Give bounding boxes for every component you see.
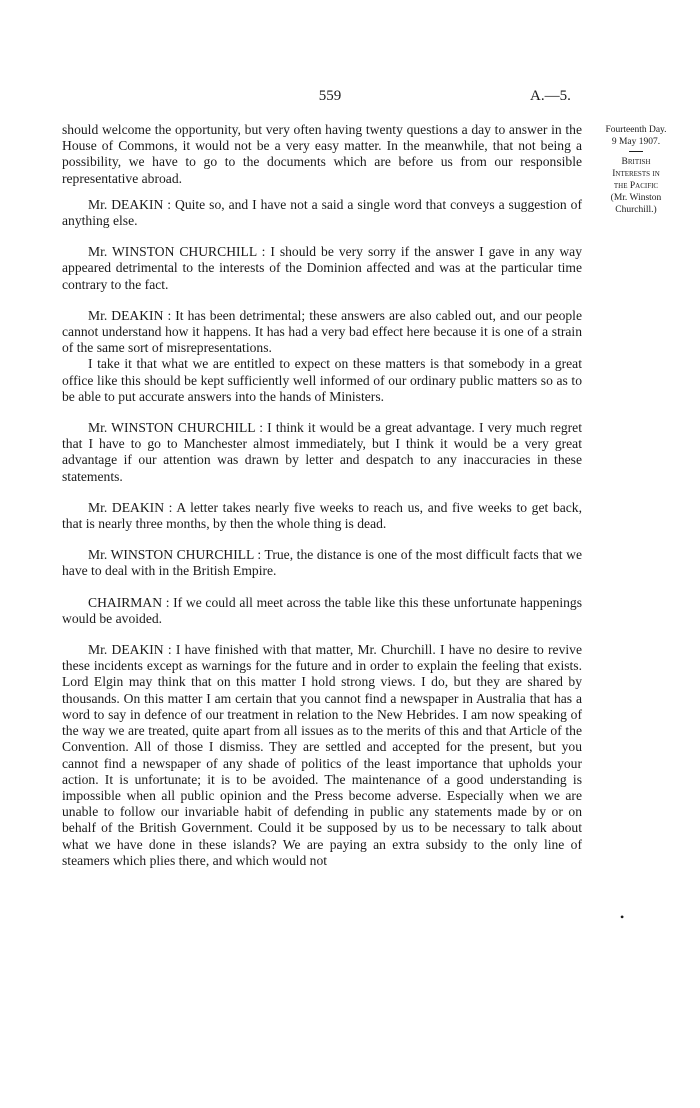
paragraph: Mr. DEAKIN : I have finished with that matter, Mr. Churchill. I have no desire to revive these incidents except as warnings for the future and in order to explain the feeling that exists. Lord Elgin may think that on this matter I hold strong views. I do, but they are shared by thousands. On this matter I am certain that you cannot find a newspaper in Australia that has a word to say in defence of our treatment in relation to the New Hebrides. I am now speaking of the way we are treated, quite apart from all issues as to the merits of this and that Article of the Convention. All of those I dismiss. They are settled and accepted for the present, but you cannot find a newspaper of any shade of politics of the least importance that upholds your action. It is unfortunate; it is to be avoided. The maintenance of a good understanding is impossible when all public opinion and the Press become adverse. Especially when we are unable to follow our invariable habit of defending in public any statements made by or on behalf of the British Government. Could it be supposed by us to be necessary to talk about what we have done in these islands? We are paying an extra subsidy to the only line of steamers which plies there, and which would not bbox=[62, 642, 582, 868]
margin-note-speaker-1: (Mr. Winston bbox=[610, 193, 662, 203]
paragraph: Mr. DEAKIN : Quite so, and I have not a said a single word that conveys a suggestion of anything else. bbox=[62, 196, 582, 229]
paragraph: I take it that what we are entitled to expect on these matters is that somebody in a great office like this should be kept sufficiently well informed of our ordinary public matters so as to be able to put accurate answers into the hands of Ministers. bbox=[62, 356, 582, 404]
document-reference: A.—5. bbox=[530, 88, 571, 104]
margin-note-subject-2: Interests in bbox=[612, 169, 660, 179]
paragraph: CHAIRMAN : If we could all meet across the table like this these unfortunate happenings would be avoided. bbox=[62, 594, 582, 626]
margin-note-date: 9 May 1907. bbox=[611, 137, 661, 147]
margin-note-rule bbox=[629, 151, 643, 152]
stray-mark: • bbox=[620, 910, 625, 924]
margin-note bbox=[590, 124, 682, 216]
page-number: 559 bbox=[318, 88, 342, 104]
paragraph: Mr. DEAKIN : It has been detrimental; these answers are also cabled out, and our people cannot understand how it happens. It has had a very bad effect here because it is one of a strain of the same sort of misrepresentations. bbox=[62, 307, 582, 356]
paragraph: should welcome the opportunity, but very often having twenty questions a day to answer in the House of Commons, it would not be a very easy matter. In the meanwhile, that not being a possibility, we have to go to the documents which are before us from our responsible representative abroad. bbox=[62, 122, 582, 186]
paragraph: Mr. WINSTON CHURCHILL : I should be very sorry if the answer I gave in any way appeared detrimental to the interests of the Dominion affected and was at the particular time contrary to the fact. bbox=[62, 244, 582, 292]
margin-note-subject-3: the Pacific bbox=[613, 181, 659, 191]
margin-note-speaker-2: Churchill.) bbox=[615, 205, 657, 215]
margin-note-subject-1: British bbox=[621, 157, 651, 167]
paragraph: Mr. WINSTON CHURCHILL : True, the distance is one of the most difficult facts that we have to deal with in the British Empire. bbox=[62, 547, 582, 579]
paragraph: Mr. DEAKIN : A letter takes nearly five weeks to reach us, and five weeks to get back, that is nearly three months, by then the whole thing is dead. bbox=[62, 499, 582, 532]
paragraph: Mr. WINSTON CHURCHILL : I think it would be a great advantage. I very much regret that I have to go to Manchester almost immediately, but I think it would be a very great advantage if our attention was drawn by letter and despatch to any inaccuracies in these statements. bbox=[62, 420, 582, 484]
margin-note-day: Fourteenth Day. bbox=[605, 125, 667, 135]
body-text bbox=[62, 122, 582, 869]
